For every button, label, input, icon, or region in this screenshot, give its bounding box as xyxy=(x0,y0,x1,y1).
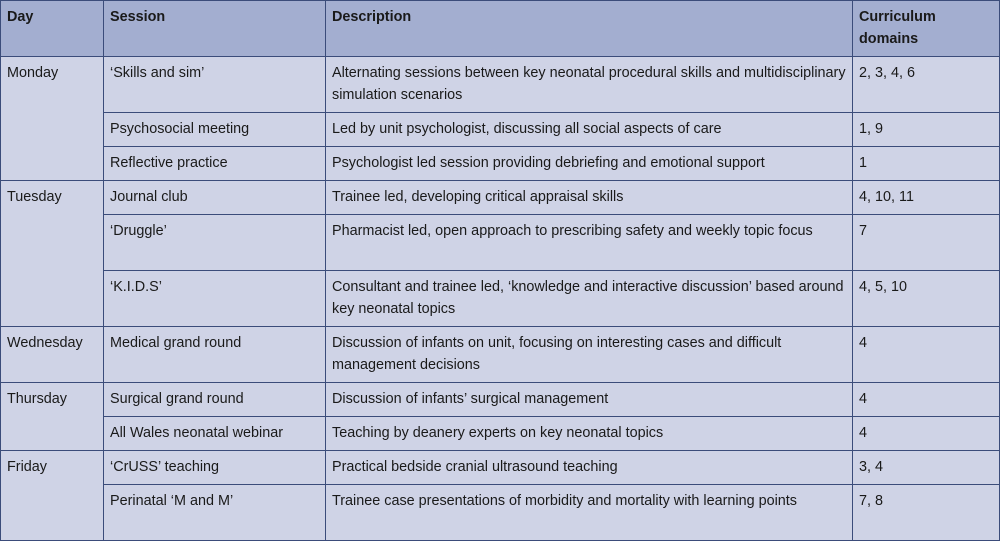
day-cell-thursday: Thursday xyxy=(1,383,104,451)
domains-cell: 3, 4 xyxy=(853,451,1000,485)
description-cell: Consultant and trainee led, ‘knowledge and interactive discussion’ based around key neonatal topics xyxy=(326,271,853,327)
day-cell-monday: Monday xyxy=(1,57,104,181)
header-curriculum-domains: Curriculum domains xyxy=(853,1,1000,57)
domains-cell: 4 xyxy=(853,417,1000,451)
table-body xyxy=(1,57,1000,541)
session-cell: Perinatal ‘M and M’ xyxy=(104,485,326,541)
session-cell: ‘CrUSS’ teaching xyxy=(104,451,326,485)
header-row xyxy=(1,1,1000,57)
table-row xyxy=(1,181,1000,215)
description-cell: Discussion of infants on unit, focusing on interesting cases and difficult management decisions xyxy=(326,327,853,383)
description-cell: Trainee case presentations of morbidity and mortality with learning points xyxy=(326,485,853,541)
header-description: Description xyxy=(326,1,853,57)
table-row xyxy=(1,383,1000,417)
day-cell-wednesday: Wednesday xyxy=(1,327,104,383)
domains-cell: 4 xyxy=(853,327,1000,383)
description-cell: Alternating sessions between key neonatal procedural skills and multidisciplinary simulation scenarios xyxy=(326,57,853,113)
domains-cell: 4, 10, 11 xyxy=(853,181,1000,215)
session-cell: Journal club xyxy=(104,181,326,215)
description-cell: Discussion of infants’ surgical management xyxy=(326,383,853,417)
description-cell: Psychologist led session providing debriefing and emotional support xyxy=(326,147,853,181)
table-row xyxy=(1,215,1000,271)
domains-cell: 7, 8 xyxy=(853,485,1000,541)
session-cell: ‘Druggle’ xyxy=(104,215,326,271)
day-cell-tuesday: Tuesday xyxy=(1,181,104,327)
session-cell: ‘K.I.D.S’ xyxy=(104,271,326,327)
session-cell: Reflective practice xyxy=(104,147,326,181)
session-cell: Medical grand round xyxy=(104,327,326,383)
description-cell: Pharmacist led, open approach to prescribing safety and weekly topic focus xyxy=(326,215,853,271)
session-cell: ‘Skills and sim’ xyxy=(104,57,326,113)
header-day: Day xyxy=(1,1,104,57)
header-session: Session xyxy=(104,1,326,57)
table-row xyxy=(1,57,1000,113)
domains-cell: 4, 5, 10 xyxy=(853,271,1000,327)
table-header xyxy=(1,1,1000,57)
session-cell: Psychosocial meeting xyxy=(104,113,326,147)
table-row xyxy=(1,327,1000,383)
table-row xyxy=(1,271,1000,327)
description-cell: Practical bedside cranial ultrasound teaching xyxy=(326,451,853,485)
domains-cell: 1, 9 xyxy=(853,113,1000,147)
domains-cell: 7 xyxy=(853,215,1000,271)
table-row xyxy=(1,417,1000,451)
domains-cell: 4 xyxy=(853,383,1000,417)
session-cell: Surgical grand round xyxy=(104,383,326,417)
day-cell-friday: Friday xyxy=(1,451,104,541)
description-cell: Led by unit psychologist, discussing all social aspects of care xyxy=(326,113,853,147)
domains-cell: 1 xyxy=(853,147,1000,181)
domains-cell: 2, 3, 4, 6 xyxy=(853,57,1000,113)
table-row xyxy=(1,113,1000,147)
session-cell: All Wales neonatal webinar xyxy=(104,417,326,451)
table-row xyxy=(1,451,1000,485)
table-row xyxy=(1,485,1000,541)
table-row xyxy=(1,147,1000,181)
description-cell: Trainee led, developing critical appraisal skills xyxy=(326,181,853,215)
description-cell: Teaching by deanery experts on key neonatal topics xyxy=(326,417,853,451)
